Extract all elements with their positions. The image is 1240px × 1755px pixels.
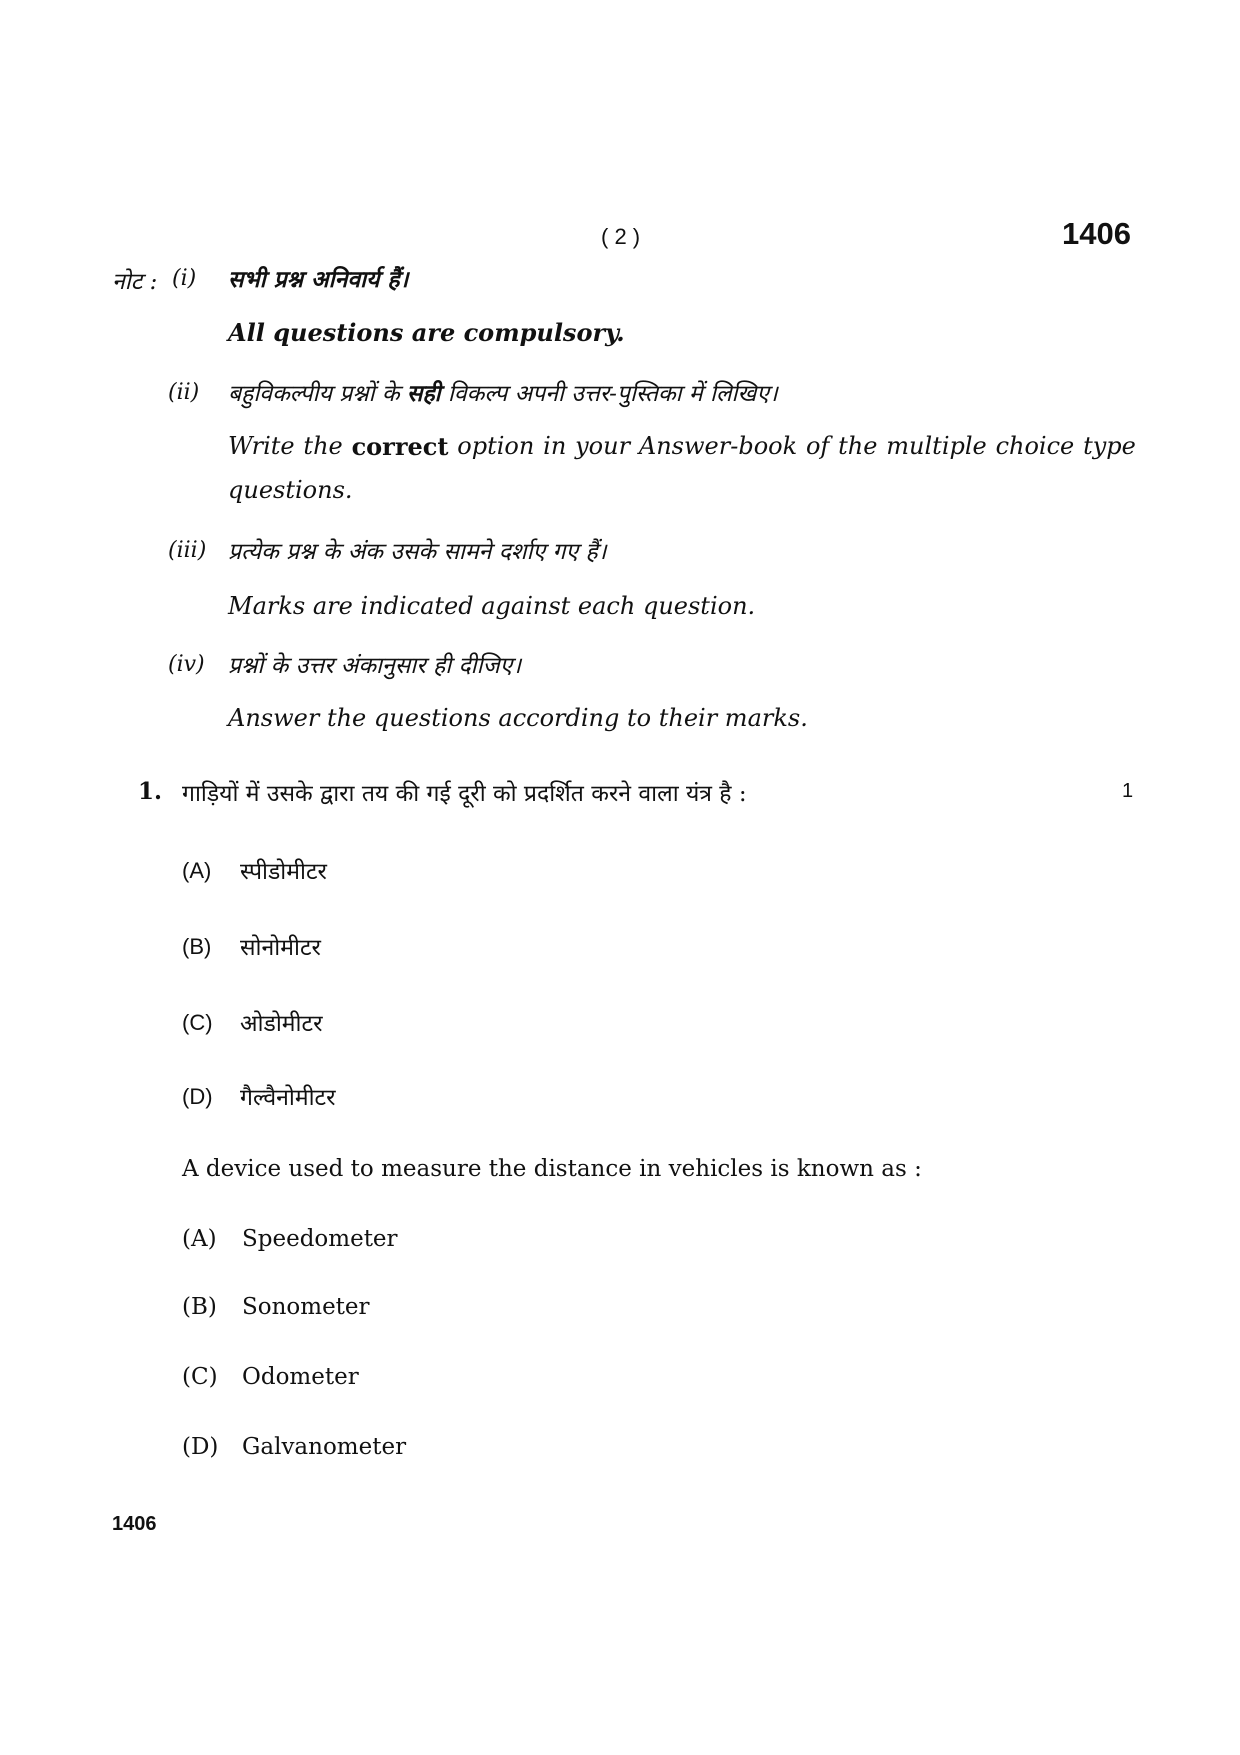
word: of xyxy=(805,432,830,460)
note-item-1-number: (i) xyxy=(172,266,197,291)
note-label: नोट : xyxy=(112,269,158,295)
option-hindi-d-label: (D) xyxy=(182,1084,213,1109)
page-number: ( 2 ) xyxy=(601,224,641,249)
note-item-2-number: (ii) xyxy=(168,380,200,405)
word: type xyxy=(1083,432,1136,460)
word: multiple xyxy=(886,432,987,460)
option-hindi-b-text: सोनोमीटर xyxy=(240,935,321,961)
question-text-hindi: गाड़ियों में उसके द्वारा तय की गई दूरी को प्रदर्शित करने वाला यंत्र है : xyxy=(182,781,747,807)
note-item-2-english-line1 xyxy=(228,432,1136,461)
word: Write xyxy=(228,432,295,460)
option-hindi-d-text: गैल्वैनोमीटर xyxy=(240,1085,336,1111)
word: the xyxy=(303,432,343,460)
word: in xyxy=(543,432,567,460)
note-item-3-hindi: प्रत्येक प्रश्न के अंक उसके सामने दर्शाए गए हैं। xyxy=(228,539,607,565)
word: your xyxy=(575,432,631,460)
word: option xyxy=(457,432,535,460)
option-english-c-text: Odometer xyxy=(242,1364,359,1390)
option-english-a-label: (A) xyxy=(182,1226,217,1252)
option-hindi-c-label: (C) xyxy=(182,1010,213,1035)
option-english-a-text: Speedometer xyxy=(242,1226,398,1252)
option-hindi-a-label: (A) xyxy=(182,858,212,883)
option-english-d-text: Galvanometer xyxy=(242,1434,407,1460)
paper-code-top: 1406 xyxy=(1062,216,1131,251)
option-english-b-text: Sonometer xyxy=(242,1294,370,1320)
note-item-3-english: Marks are indicated against each question. xyxy=(228,592,756,620)
word: the xyxy=(838,432,878,460)
note-item-2-english-line2: questions. xyxy=(228,476,353,504)
word-bold: correct xyxy=(351,432,449,461)
word: Answer-book xyxy=(638,432,798,460)
note-item-1-hindi: सभी प्रश्न अनिवार्य हैं। xyxy=(228,266,409,293)
option-english-b-label: (B) xyxy=(182,1294,217,1320)
note-item-1-english: All questions are compulsory. xyxy=(228,318,625,347)
question-number: 1. xyxy=(138,778,163,805)
note-item-4-english: Answer the questions according to their marks. xyxy=(228,704,808,732)
option-english-c-label: (C) xyxy=(182,1364,218,1390)
option-english-d-label: (D) xyxy=(182,1434,219,1460)
paper-code-bottom: 1406 xyxy=(112,1513,157,1535)
note-item-2-hindi-pre: बहुविकल्पीय प्रश्नों के xyxy=(228,381,407,407)
option-hindi-a-text: स्पीडोमीटर xyxy=(240,859,327,885)
note-item-2-hindi xyxy=(228,376,778,408)
note-item-2-hindi-bold: सही xyxy=(406,380,441,407)
note-item-4-number: (iv) xyxy=(168,652,205,677)
question-marks: 1 xyxy=(1122,780,1134,802)
option-hindi-b-label: (B) xyxy=(182,934,212,959)
note-item-3-number: (iii) xyxy=(168,538,207,563)
option-hindi-c-text: ओडोमीटर xyxy=(240,1011,323,1037)
question-text-english: A device used to measure the distance in vehicles is known as : xyxy=(182,1156,922,1182)
note-item-2-hindi-post: विकल्प अपनी उत्तर-पुस्तिका में लिखिए। xyxy=(440,381,778,407)
word: choice xyxy=(995,432,1075,460)
note-item-4-hindi: प्रश्नों के उत्तर अंकानुसार ही दीजिए। xyxy=(228,653,522,679)
